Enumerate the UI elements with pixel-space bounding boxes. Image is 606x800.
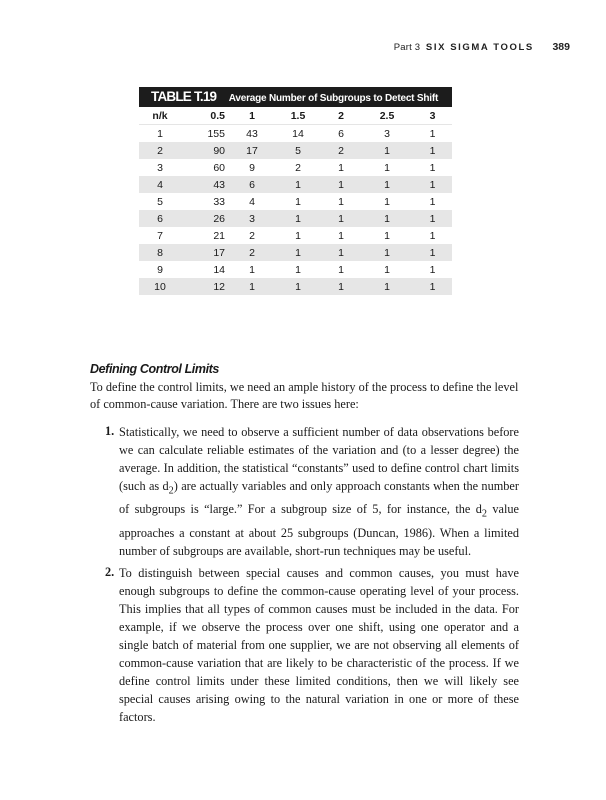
table-cell: 6 [338,127,344,140]
table-cell: 1 [384,263,390,276]
table-row [139,227,452,244]
table-row [139,244,452,261]
table-cell: 1 [157,127,163,140]
table-cell: 1 [413,210,452,227]
table-cell: 1 [361,278,413,295]
item-text: To distinguish between special causes and common causes, you must have enough subgroups to define the common-cause operating level of your process. This implies that all types of common causes must be included in the data. For example, if we observe the process over one shift, using one operator and a single batch of material from one supplier, we are not observing all elements of common-cause variation that are likely to be characteristic of the process. If we define control limits under these limited conditions, then we will likely see special causes arising owing to the natural variation in one or more of these factors. [119,565,519,724]
table-cell: 1 [338,263,344,276]
table-cell: 1 [275,278,321,295]
table-cell: 10 [139,278,181,295]
table-cell: 1 [321,278,361,295]
table-cell: 21 [213,229,225,242]
item-text-part: Statistically, we need to observe a sufficient number of data observations before we can calculate reliable estimates of the variation and (to a lesser degree) the average. In addition, the statistical “constants” used to define control chart limits (such as d [119,425,519,493]
table-cell: 1 [275,244,321,261]
table-row [139,159,452,176]
data-table [139,107,452,295]
table-cell: 5 [275,142,321,159]
part-label: Part 3 [393,42,421,53]
table-cell: 1 [429,127,436,140]
table-cell: 8 [139,244,181,261]
table-cell: 3 [157,161,163,174]
table-cell: 14 [292,127,304,140]
table-cell: 1 [429,229,436,242]
table-cell: 9 [157,263,163,276]
table-row [139,176,452,193]
table-cell: 1 [384,195,390,208]
table-cell: 43 [246,127,258,140]
table-cell: 12 [181,278,229,295]
table-cell: 43 [181,176,229,193]
subgroups-table [139,87,452,295]
item-text [119,423,519,560]
column-header: 2 [321,107,361,125]
table-cell: 1 [295,229,301,242]
table-cell: 1 [338,229,344,242]
table-cell: 90 [181,142,229,159]
item-number: 2. [105,564,115,579]
table-cell: 26 [181,210,229,227]
column-header: 1.5 [275,107,321,125]
table-cell: 14 [213,263,225,276]
table-cell: 1 [413,142,452,159]
table-cell: 3 [229,210,275,227]
table-cell: 33 [213,195,225,208]
table-row [139,210,452,227]
table-row [139,142,452,159]
column-header: n/k [139,107,181,125]
issues-list [90,423,519,726]
table-title: Average Number of Subgroups to Detect Shift [228,93,439,104]
table-cell: 5 [157,195,163,208]
table-cell: 1 [338,195,344,208]
table-cell: 1 [361,210,413,227]
table-cell: 7 [157,229,163,242]
table-cell: 6 [229,176,275,193]
column-header: 3 [413,107,452,125]
table-cell: 1 [429,161,436,174]
table-cell: 1 [384,229,390,242]
table-cell: 1 [295,195,301,208]
table-cell: 1 [361,176,413,193]
table-cell: 1 [413,278,452,295]
column-header: 0.5 [181,107,229,125]
table-cell: 1 [413,244,452,261]
table-number: TABLE T.19 [151,89,217,104]
table-cell: 1 [321,210,361,227]
table-cell: 6 [139,210,181,227]
running-header [394,41,570,53]
list-item [90,423,519,560]
table-cell: 1 [361,244,413,261]
item-number: 1. [105,424,115,438]
item-text-part: ) are actually variables and only approach constants when the number of subgroups is “large.” For a subgroup size of 5, for instance, the d [119,479,519,517]
table-cell: 2 [249,229,255,242]
table-cell: 9 [249,161,255,174]
table-cell: 1 [275,210,321,227]
table-cell: 2 [229,244,275,261]
table-row [139,125,452,143]
section-heading: Defining Control Limits [90,362,219,376]
section-title: SIX SIGMA TOOLS [425,42,534,53]
table-row [139,261,452,278]
table-cell: 4 [249,195,255,208]
table-cell: 60 [213,161,225,174]
table-cell: 1 [413,176,452,193]
table-caption [139,87,452,107]
table-row [139,278,452,295]
table-header-row [139,107,452,125]
table-cell: 2 [321,142,361,159]
body-content [90,362,519,730]
table-cell: 4 [139,176,181,193]
table-cell: 155 [207,127,225,140]
column-header: 2.5 [361,107,413,125]
page-number: 389 [552,41,570,53]
column-header: 1 [229,107,275,125]
subscript: 2 [168,485,174,497]
table-cell: 17 [181,244,229,261]
table-cell: 1 [338,161,344,174]
table-cell: 1 [429,195,436,208]
table-row [139,193,452,210]
table-cell: 1 [361,142,413,159]
table-cell: 1 [384,161,390,174]
table-cell: 1 [295,263,301,276]
table-cell: 1 [321,176,361,193]
table-cell: 1 [321,244,361,261]
table-cell: 3 [384,127,390,140]
table-cell: 1 [275,176,321,193]
intro-paragraph: To define the control limits, we need an ample history of the process to define the level of common-cause variation. There are two issues here: [90,380,519,411]
table-cell: 1 [229,278,275,295]
table-cell: 2 [139,142,181,159]
table-cell: 2 [295,161,301,174]
table-cell: 17 [229,142,275,159]
item-text-part: value approaches a constant at about 25 subgroups (Duncan, 1986). When a limited number of subgroups are available, short-run techniques may be useful. [119,502,519,558]
subscript: 2 [481,508,487,520]
list-item [90,564,519,726]
table-cell: 1 [249,263,255,276]
table-cell: 1 [429,263,436,276]
